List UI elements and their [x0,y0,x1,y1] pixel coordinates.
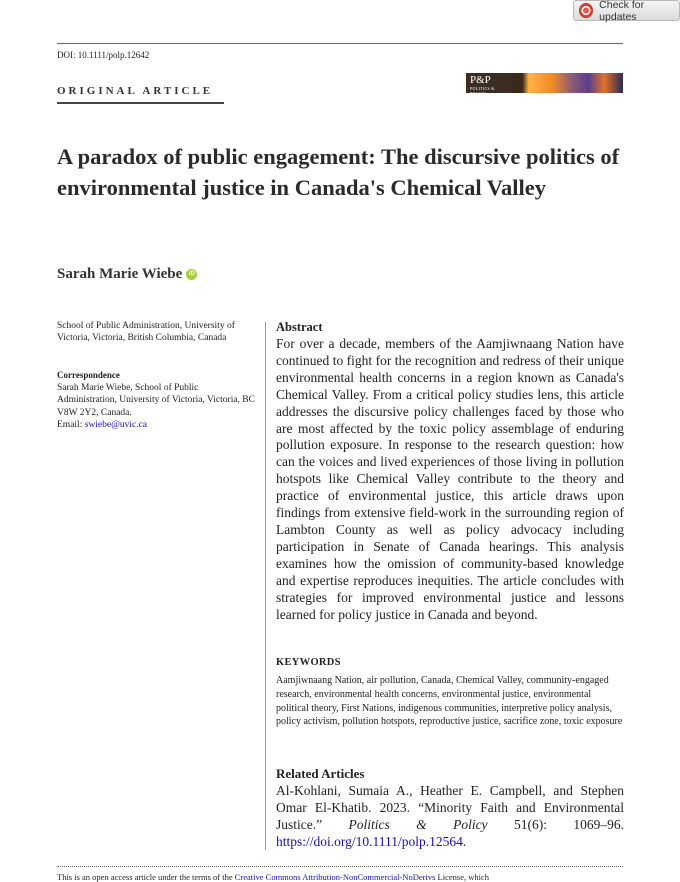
section-label: ORIGINAL ARTICLE [57,85,214,97]
abstract-text: For over a decade, members of the Aamjiwnaang Nation have continued to fight for the recognition and redress of their unique environmental health concerns in a region known as Canada's Chemical Valley. From a critical policy studies lens, this article addresses the discursive policy challenges faced by those who are most affected by the toxic policy assemblage of enduring pollution exposure. In response to the research question: how can the voices and lived experiences of those living in pollution hotspots like Chemical Valley contribute to the theory and practice of environmental justice, this article draws upon findings from extensive field-work in the surrounding region of Lambton County as well as policy advocacy including participation in Senate of Canada hearings. This analysis examines how the omission of community-based knowledge and expertise reproduces inequities. The article concludes with strategies for improved environmental justice and lessons learned for policy justice in Canada and beyond. [276,336,624,622]
article-title: A paradox of public engagement: The discursive politics of environmental justice in Canada's Chemical Valley [57,144,620,200]
author-affiliation: School of Public Administration, University of Victoria, Victoria, British Columbia, Canada [57,321,235,344]
journal-logo [466,73,512,96]
author-name[interactable]: Sarah Marie Wiebe [57,266,183,282]
correspondence-text: Sarah Marie Wiebe, School of Public Administration, University of Victoria, Victoria, BC V8W 2Y2, Canada. [57,383,255,418]
doi-line: DOI: 10.1111/polp.12642 [57,50,150,60]
email-label: Email: [57,420,83,430]
journal-logo-subtitle: POLITICS & POLICY [470,86,495,96]
related-articles-heading: Related Articles [276,766,365,781]
email-link[interactable]: swiebe@uvic.ca [84,420,147,430]
keywords-text: Aamjiwnaang Nation, air pollution, Canada, Chemical Valley, community-engaged research, environmental health concerns, environmental justice, environmental political theory, First Nations, indigenous communities, interpretive policy analysis, policy activism, pollution hotspots, reproductive justice, sacrifice zone, toxic exposure [276,675,623,728]
correspondence-email-line [57,420,147,430]
license-prefix: This is an open access article under the terms of the [57,872,235,882]
correspondence-heading: Correspondence [57,370,120,380]
column-divider [265,322,266,850]
related-pages: 51(6): 1069–96. [487,816,624,832]
license-link[interactable]: Creative Commons Attribution-NonCommercial-NoDerivs [234,872,436,882]
check-updates-label: Check for updates [599,0,645,23]
journal-banner [466,73,623,96]
related-journal: Politics & Policy [348,816,488,832]
footer-divider [57,866,623,867]
related-authors-year: Al-Kohlani, Sumaia A., Heather E. Campbell, and Stephen Omar El-Khatib. 2023. “Minority Faith and Environmental Justice.” [276,783,624,832]
abstract-heading: Abstract [276,320,323,334]
section-label-underline [57,102,224,104]
license-suffix: License, which [435,872,489,882]
orcid-icon[interactable]: iD [186,269,197,280]
license-text [57,872,623,882]
related-article-citation [276,783,624,851]
keywords-heading: KEYWORDS [276,657,341,668]
check-updates-icon [579,3,593,18]
author-line [57,266,197,283]
header-divider [57,43,623,44]
related-doi-link[interactable]: https://doi.org/10.1111/polp.12564 [276,833,463,849]
check-for-updates-button[interactable] [573,0,680,21]
related-end: . [462,833,467,849]
journal-logo-text: P&P [470,74,491,86]
